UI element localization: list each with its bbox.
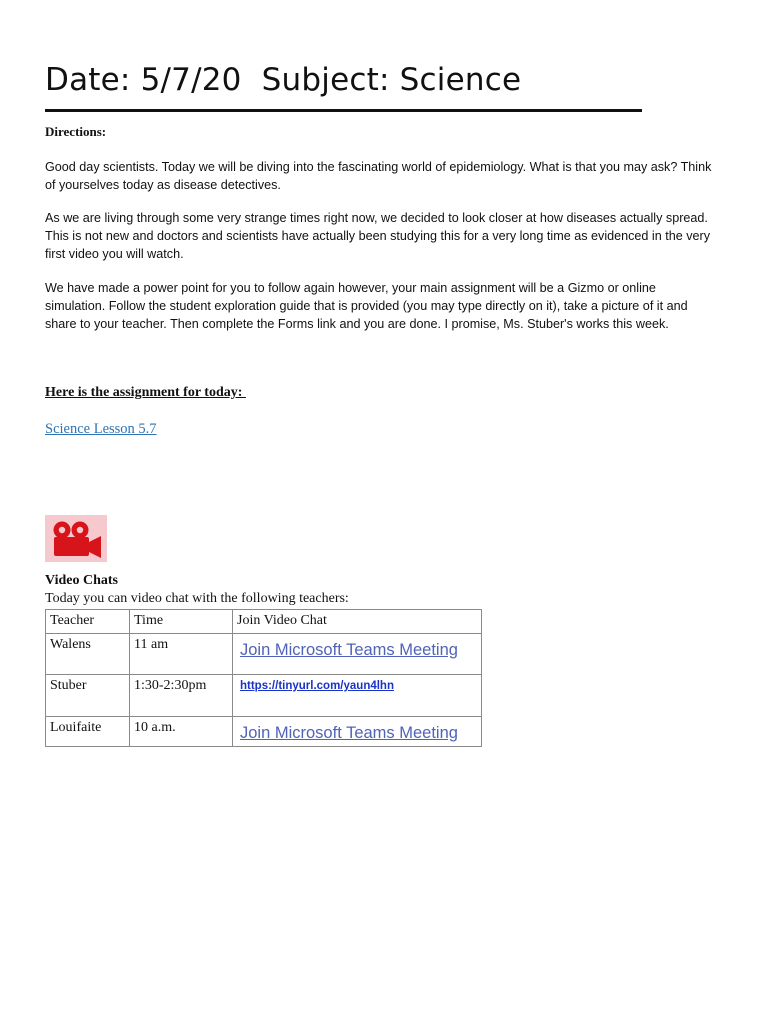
video-chats-heading: Video Chats (45, 573, 118, 588)
assignment-heading: Here is the assignment for today: (45, 385, 246, 400)
time-cell: 10 a.m. (130, 717, 233, 747)
time-cell: 11 am (130, 634, 233, 675)
video-chats-subheading: Today you can video chat with the following teachers: (45, 591, 349, 606)
column-header-time: Time (130, 610, 233, 634)
join-teams-meeting-link[interactable]: Join Microsoft Teams Meeting (240, 641, 458, 659)
instructions-paragraph: We have made a power point for you to follow again however, your main assignment will be a Gizmo or online simulation. Follow the student exploration guide that is provided (you may type directly on it), take a picture of it and share to your teacher. Then complete the Forms link and you are done. I promise, Ms. Stuber's works this week. (45, 281, 688, 331)
directions-label: Directions: (45, 124, 107, 139)
column-header-join: Join Video Chat (233, 610, 482, 634)
tinyurl-link[interactable]: https://tinyurl.com/yaun4lhn (240, 680, 394, 692)
teacher-cell: Walens (46, 634, 130, 675)
table-row (46, 717, 482, 747)
join-teams-meeting-link[interactable]: Join Microsoft Teams Meeting (240, 724, 458, 742)
video-chat-table (45, 609, 482, 747)
join-cell (233, 717, 482, 747)
teacher-cell: Louifaite (46, 717, 130, 747)
table-row (46, 634, 482, 675)
time-cell: 1:30-2:30pm (130, 675, 233, 717)
intro-paragraph: Good day scientists. Today we will be diving into the fascinating world of epidemiology. What is that you may ask? Think of yourselves today as disease detectives. (45, 160, 712, 192)
table-header-row (46, 610, 482, 634)
title-divider (45, 109, 642, 112)
video-camera-icon (45, 515, 107, 562)
page-title: Date: 5/7/20 Subject: Science (45, 62, 522, 98)
science-lesson-link[interactable]: Science Lesson 5.7 (45, 421, 157, 437)
join-cell (233, 634, 482, 675)
context-paragraph: As we are living through some very strange times right now, we decided to look closer at how diseases actually spread. This is not new and doctors and scientists have actually been studying this for a very long time as evidenced in the very first video you will watch. (45, 211, 711, 261)
table-row (46, 675, 482, 717)
join-cell (233, 675, 482, 717)
column-header-teacher: Teacher (46, 610, 130, 634)
teacher-cell: Stuber (46, 675, 130, 717)
